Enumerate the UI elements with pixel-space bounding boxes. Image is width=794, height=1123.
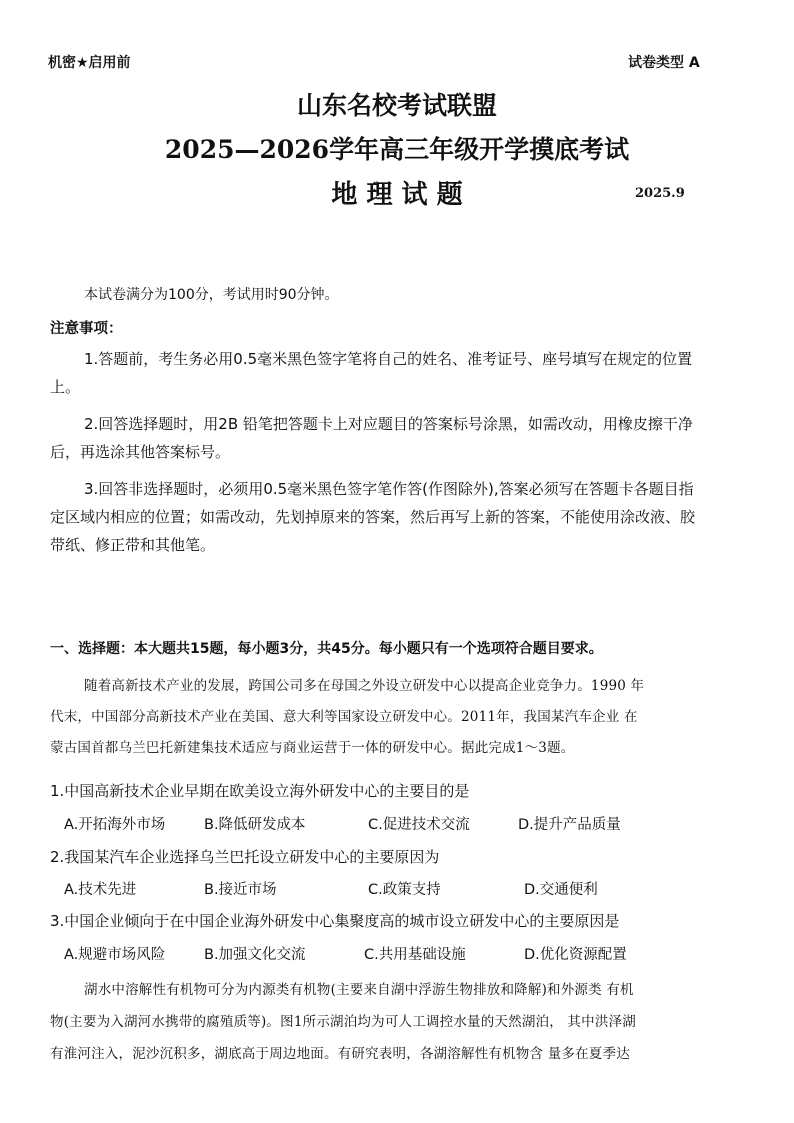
notice-item-2-line-2: 后，再选涂其他答案标号。: [50, 443, 231, 461]
question-3-option-b: B.加强文化交流: [204, 947, 306, 963]
passage-2-line-3: 有淮河注入，泥沙沉积多，湖底高于周边地面。有研究表明，各湖溶解性有机物含 量多在夏季达: [50, 1046, 630, 1062]
section-1-heading: 一、选择题：本大题共15题，每小题3分，共45分。每小题只有一个选项符合题目要求。: [50, 641, 603, 657]
question-1-option-a: A.开拓海外市场: [64, 817, 166, 833]
notice-item-1-line-1: 1.答题前，考生务必用0.5毫米黑色签字笔将自己的姓名、准考证号、座号填写在规定的位置: [84, 350, 693, 368]
subject-title: 地 理 试 题: [331, 180, 463, 210]
notice-item-2-line-1: 2.回答选择题时，用2B 铅笔把答题卡上对应题目的答案标号涂黑，如需改动，用橡皮擦干净: [84, 415, 693, 433]
question-2-option-c: C.政策支持: [368, 882, 441, 898]
question-1-option-c: C.促进技术交流: [368, 817, 470, 833]
question-2-option-a: A.技术先进: [64, 882, 137, 898]
paper-type-label: 试卷类型 A: [628, 55, 700, 71]
question-2-option-d: D.交通便利: [524, 882, 598, 898]
question-1-option-d: D.提升产品质量: [518, 817, 621, 833]
question-1-stem: 1.中国高新技术企业早期在欧美设立海外研发中心的主要目的是: [50, 782, 470, 800]
notice-heading: 注意事项：: [50, 321, 123, 337]
passage-1-line-3: 蒙古国首都乌兰巴托新建集技术适应与商业运营于一体的研发中心。据此完成1～3题。: [50, 740, 575, 756]
question-2-option-b: B.接近市场: [204, 882, 277, 898]
exam-org-title: 山东名校考试联盟: [296, 91, 497, 120]
question-1-option-b: B.降低研发成本: [204, 817, 306, 833]
question-2-stem: 2.我国某汽车企业选择乌兰巴托设立研发中心的主要原因为: [50, 848, 440, 866]
passage-2-line-1: 湖水中溶解性有机物可分为内源类有机物(主要来自湖中浮游生物排放和降解)和外源类 有机: [84, 982, 634, 998]
question-3-option-c: C.共用基础设施: [364, 947, 466, 963]
notice-item-3-line-1: 3.回答非选择题时，必须用0.5毫米黑色签字笔作答(作图除外),答案必须写在答题卡各题目指: [84, 480, 694, 498]
score-time-note: 本试卷满分为100分，考试用时90分钟。: [84, 287, 339, 303]
passage-2-line-2: 物(主要为入湖河水携带的腐殖质等)。图1所示湖泊均为可人工调控水量的天然湖泊， 其中洪泽湖: [50, 1014, 636, 1030]
exam-date: 2025.9: [635, 186, 685, 201]
exam-name-title: 2025—2026学年高三年级开学摸底考试: [164, 135, 630, 164]
question-3-option-d: D.优化资源配置: [524, 947, 627, 963]
question-3-stem: 3.中国企业倾向于在中国企业海外研发中心集聚度高的城市设立研发中心的主要原因是: [50, 912, 620, 930]
notice-item-3-line-3: 带纸、修正带和其他笔。: [50, 536, 216, 554]
notice-item-1-line-2: 上。: [50, 378, 81, 396]
question-3-option-a: A.规避市场风险: [64, 947, 166, 963]
confidential-label: 机密★启用前: [48, 55, 131, 71]
passage-1-line-2: 代末，中国部分高新技术产业在美国、意大利等国家设立研发中心。2011年，我国某汽车企业 在: [50, 709, 638, 725]
notice-item-3-line-2: 定区域内相应的位置；如需改动，先划掉原来的答案，然后再写上新的答案，不能使用涂改液、胶: [50, 508, 696, 526]
passage-1-line-1: 随着高新技术产业的发展，跨国公司多在母国之外设立研发中心以提高企业竞争力。1990 年: [84, 678, 645, 694]
